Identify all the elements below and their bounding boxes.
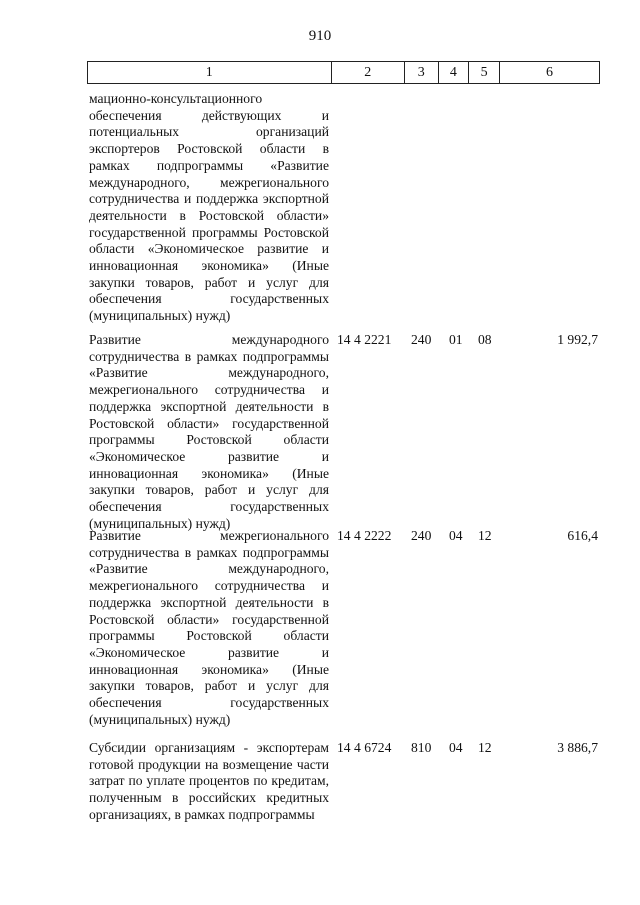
row-rz: 01 <box>449 332 463 347</box>
row-vr: 810 <box>411 740 432 755</box>
header-col-3: 3 <box>405 62 439 83</box>
header-col-4: 4 <box>439 62 470 83</box>
row-sum: 616,4 <box>567 528 598 543</box>
table-header <box>87 61 600 84</box>
row-sum: 1 992,7 <box>557 332 598 347</box>
row-rz: 04 <box>449 528 463 543</box>
row-pr: 12 <box>478 528 492 543</box>
row-rz: 04 <box>449 740 463 755</box>
row-description: Развитие межрегионального сотрудничества в рамках подпрограммы «Развитие международного, межрегионального сотрудничества и поддержка экспортной деятельности в Ростовской области» государственной программы Ростовской области «Экономическое развитие и инновационная экономика» (Иные закупки товаров, работ и услуг для обеспечения государственных (муниципальных) нужд) <box>89 528 329 727</box>
row-description: мационно-консультационного обеспечения действующих и потенциальных организаций экспортеров Ростовской области в рамках подпрограммы «Развитие международного, межрегионального сотрудничества и поддержка экспортной деятельности в Ростовской области» государственной программы Ростовской области «Экономическое развитие и инновационная экономика» (Иные закупки товаров, работ и услуг для обеспечения государственных (муниципальных) нужд) <box>89 91 329 324</box>
row-code: 14 4 2221 <box>337 332 392 347</box>
row-description: Развитие международного сотрудничества в рамках подпрограммы «Развитие международного, межрегионального сотрудничества и поддержка экспортной деятельности в Ростовской области» государственной программы Ростовской области «Экономическое развитие и инновационная экономика» (Иные закупки товаров, работ и услуг для обеспечения государственных (муниципальных) нужд) <box>89 332 329 531</box>
row-description: Субсидии организациям - экспортерам готовой продукции на возмещение части затрат по уплате процентов по кредитам, полученным в российских кредитных организациях, в рамках подпрограммы <box>89 740 329 822</box>
row-code: 14 4 2222 <box>337 528 392 543</box>
row-vr: 240 <box>411 528 432 543</box>
row-vr: 240 <box>411 332 432 347</box>
page-number: 910 <box>308 28 332 44</box>
row-pr: 12 <box>478 740 492 755</box>
header-col-6: 6 <box>545 65 553 80</box>
header-col-5: 5 <box>469 62 500 83</box>
row-code: 14 4 6724 <box>337 740 392 755</box>
row-sum: 3 886,7 <box>557 740 598 755</box>
row-pr: 08 <box>478 332 492 347</box>
header-col-2: 2 <box>332 62 405 83</box>
header-col-1: 1 <box>88 62 332 83</box>
